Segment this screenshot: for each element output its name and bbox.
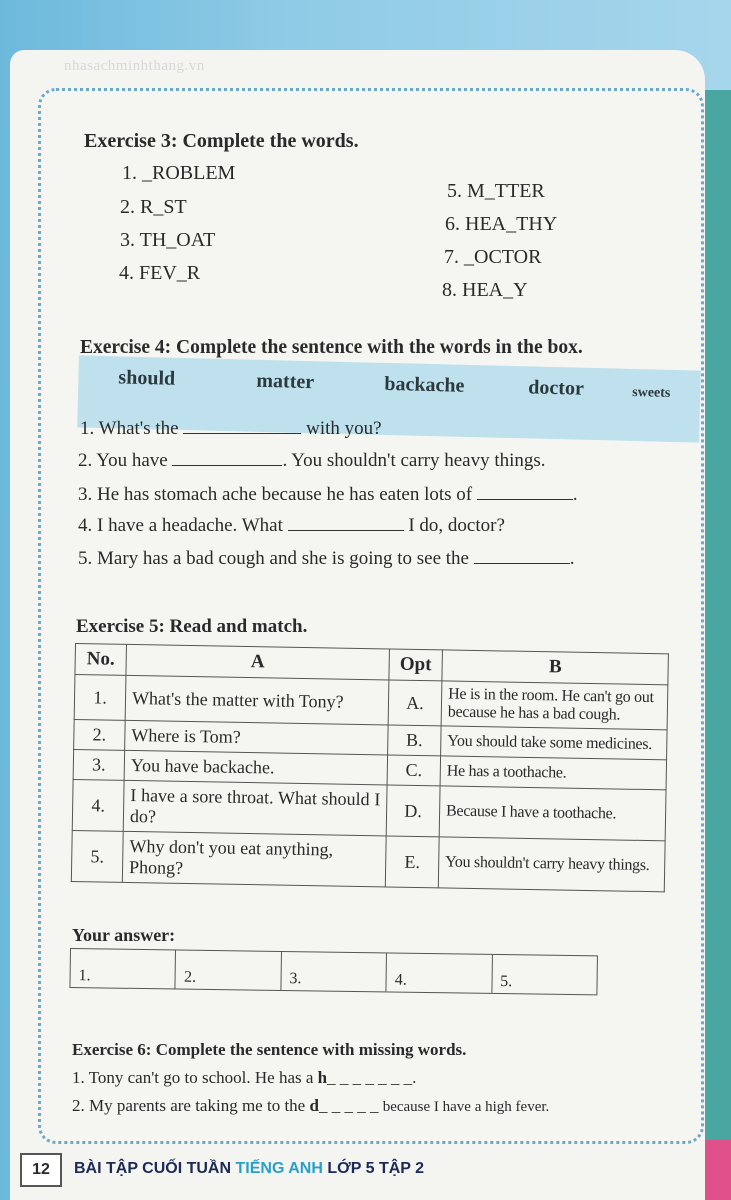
- header-a: A: [126, 644, 390, 680]
- row-opt: E.: [385, 836, 439, 888]
- blank[interactable]: _ _ _ _ _: [318, 1096, 379, 1115]
- table-row: [71, 830, 665, 891]
- row-b: Because I have a toothache.: [439, 786, 666, 841]
- exercise-3-title: Exercise 3: Complete the words.: [84, 130, 359, 152]
- answer-cell-3[interactable]: 3.: [281, 952, 387, 991]
- answer-cell-4[interactable]: 4.: [387, 953, 493, 992]
- ex6-sentence-2: 2. My parents are taking me to the d_ _ _ _ _ because I have a high fever.: [72, 1096, 550, 1115]
- footer-book-title: BÀI TẬP CUỐI TUẦN TIẾNG ANH LỚP 5 TẬP 2: [74, 1160, 425, 1177]
- answer-cell-2[interactable]: 2.: [176, 950, 282, 989]
- blank[interactable]: [477, 499, 573, 500]
- row-no: 1.: [74, 675, 126, 721]
- row-a: You have backache.: [124, 750, 387, 785]
- word-should: should: [118, 366, 176, 390]
- row-opt: A.: [388, 680, 442, 726]
- row-a: Where is Tom?: [125, 720, 388, 755]
- row-opt: D.: [386, 785, 440, 837]
- exercise-4-title: Exercise 4: Complete the sentence with the words in the box.: [80, 337, 583, 358]
- ex4-sentence-1: 1. What's the with you?: [80, 418, 382, 439]
- ex3-item-1: 1. _ROBLEM: [122, 162, 236, 184]
- match-table: [71, 643, 669, 892]
- row-no: 2.: [74, 719, 126, 750]
- header-no: No.: [75, 644, 127, 676]
- ex4-sentence-2: 2. You have . You shouldn't carry heavy things.: [78, 450, 546, 471]
- ex3-item-6: 6. HEA_THY: [445, 213, 558, 235]
- page-number: 12: [20, 1153, 62, 1187]
- watermark: nhasachminhthang.vn: [64, 58, 205, 74]
- ex3-item-8: 8. HEA_Y: [442, 279, 528, 301]
- ex3-item-3: 3. TH_OAT: [120, 229, 216, 251]
- blank[interactable]: [474, 563, 570, 564]
- row-opt: B.: [388, 725, 442, 756]
- row-a: Why don't you eat anything, Phong?: [122, 831, 386, 887]
- ex3-item-5: 5. M_TTER: [447, 180, 545, 202]
- header-opt: Opt: [389, 649, 443, 681]
- answer-box: [69, 948, 598, 995]
- ex4-sentence-4: 4. I have a headache. What I do, doctor?: [78, 515, 505, 536]
- ex3-item-4: 4. FEV_R: [119, 262, 201, 284]
- ex6-sentence-1: 1. Tony can't go to school. He has a h_ _ _ _ _ _ _.: [72, 1068, 417, 1087]
- your-answer-label: Your answer:: [72, 925, 176, 945]
- row-opt: C.: [387, 755, 441, 786]
- blank[interactable]: [172, 465, 282, 466]
- blank[interactable]: _ _ _ _ _ _ _: [327, 1068, 413, 1087]
- row-b: He is in the room. He can't go out because he has a bad cough.: [441, 681, 668, 730]
- row-b: You should take some medicines.: [441, 726, 667, 760]
- row-a: What's the matter with Tony?: [125, 675, 389, 725]
- blank[interactable]: [183, 433, 301, 434]
- blank[interactable]: [288, 530, 404, 531]
- word-matter: matter: [256, 369, 315, 394]
- ex3-item-7: 7. _OCTOR: [444, 246, 542, 268]
- exercise-5-title: Exercise 5: Read and match.: [76, 616, 308, 637]
- word-doctor: doctor: [528, 376, 585, 400]
- ex4-sentence-3: 3. He has stomach ache because he has eaten lots of .: [78, 484, 578, 505]
- ex4-sentence-5: 5. Mary has a bad cough and she is going to see the .: [78, 548, 575, 569]
- row-b: He has a toothache.: [440, 756, 666, 790]
- row-a: I have a sore throat. What should I do?: [123, 780, 387, 836]
- word-backache: backache: [384, 372, 465, 397]
- answer-cell-5[interactable]: 5.: [500, 973, 513, 991]
- row-b: You shouldn't carry heavy things.: [438, 837, 665, 892]
- ex3-item-2: 2. R_ST: [120, 196, 187, 218]
- answer-cell-1[interactable]: 1.: [70, 949, 176, 988]
- row-no: 3.: [73, 749, 125, 780]
- header-b: B: [442, 650, 669, 685]
- row-no: 4.: [72, 779, 124, 831]
- word-sweets: sweets: [632, 384, 671, 401]
- exercise-6-title: Exercise 6: Complete the sentence with missing words.: [72, 1040, 467, 1059]
- row-no: 5.: [71, 830, 123, 882]
